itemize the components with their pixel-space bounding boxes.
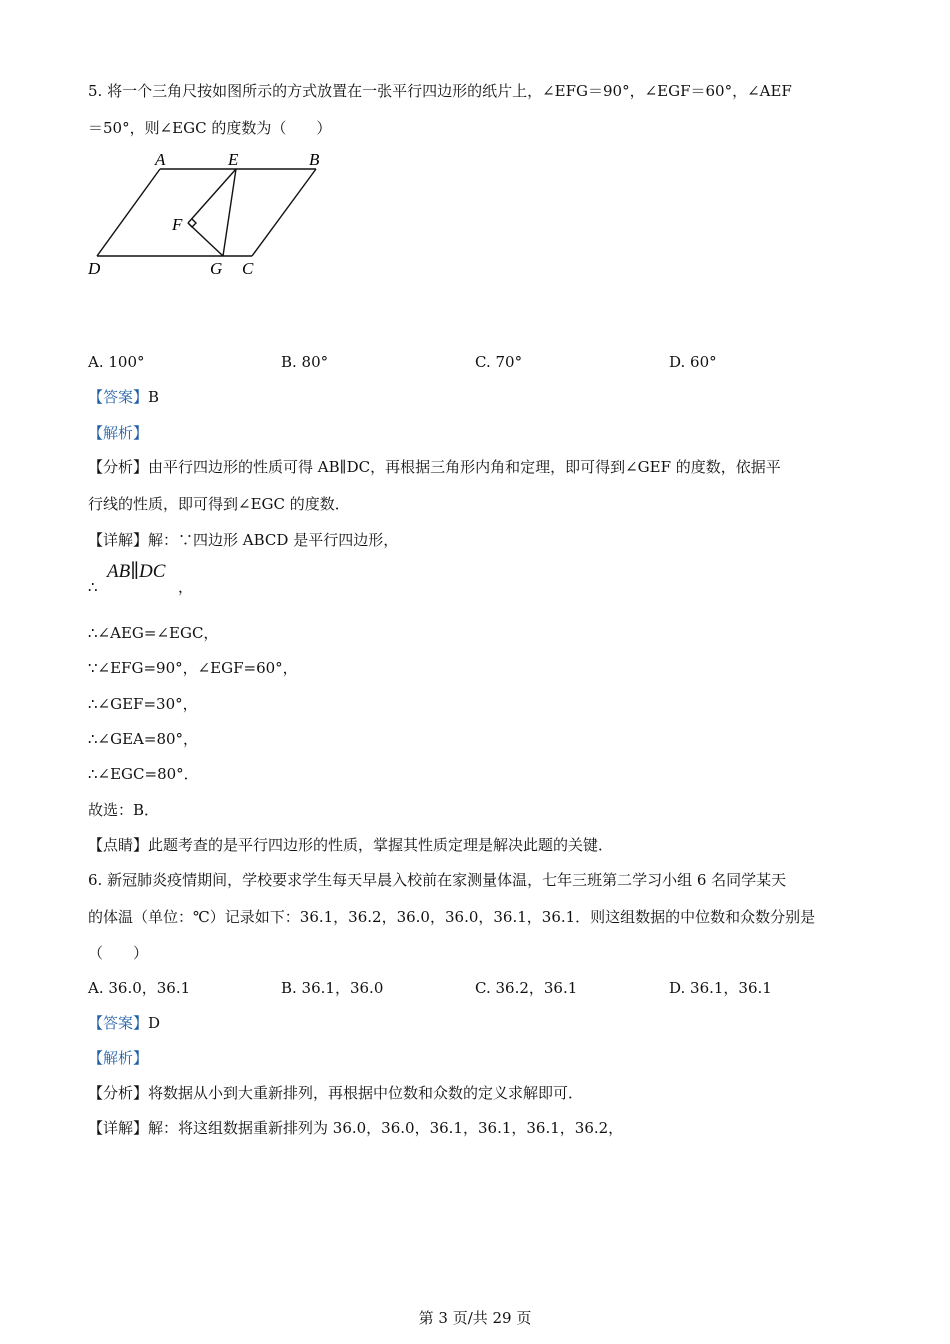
q5-choose: 故选：B． (88, 801, 160, 819)
q5-option-a: A. 100° (88, 353, 145, 371)
q6-answer (88, 1013, 160, 1033)
ab-parallel-dc: AB∥DC (107, 561, 166, 582)
q5-step-4: ∴∠GEA=80°， (88, 730, 199, 748)
xiangjie-text: 解：∵四边形 ABCD 是平行四边形， (148, 531, 399, 549)
label-f: F (172, 215, 183, 234)
q6-stem-line3: （ ） (88, 944, 149, 962)
answer-tag: 【答案】 (88, 1014, 149, 1032)
q5-step-5: ∴∠EGC=80°． (88, 765, 199, 783)
parallelogram-figure (80, 145, 340, 285)
therefore-symbol: ∴ (88, 578, 98, 596)
dianjing-tag: 【点睛】 (88, 836, 149, 854)
xiangjie-text: 解：将这组数据重新排列为 36.0，36.0，36.1，36.1，36.1，36.2， (148, 1119, 624, 1137)
fenxi-tag: 【分析】 (88, 458, 149, 476)
q5-step-2: ∵∠EFG=90°，∠EGF=60°， (88, 659, 298, 677)
answer-value: D (148, 1014, 161, 1032)
fenxi-tag: 【分析】 (88, 1084, 149, 1102)
q6-option-d: D. 36.1，36.1 (669, 979, 772, 997)
q6-stem-line2: 的体温（单位：℃）记录如下：36.1，36.2，36.0，36.0，36.1，36.1．则这组数据的中位数和众数分别是 (88, 908, 816, 926)
q5-option-d: D. 60° (669, 353, 717, 371)
q6-option-a: A. 36.0，36.1 (88, 979, 191, 997)
page-footer: 第 3 页/共 29 页 (418, 1309, 532, 1327)
q5-option-c: C. 70° (475, 353, 523, 371)
q6-analysis-tag: 【解析】 (88, 1049, 149, 1067)
label-d: D (88, 259, 101, 278)
q5-xiangjie-line1 (88, 530, 398, 550)
q5-dianjing (88, 835, 613, 855)
answer-tag: 【答案】 (88, 388, 149, 406)
q5-step-3: ∴∠GEF=30°， (88, 695, 198, 713)
q6-xiangjie (88, 1118, 623, 1138)
q5-stem-line2: ＝50°，则∠EGC 的度数为（ ） (88, 119, 332, 137)
label-c: C (242, 259, 254, 278)
label-e: E (228, 150, 239, 169)
xiangjie-tag: 【详解】 (88, 1119, 149, 1137)
q5-stem-line1: 5. 将一个三角尺按如图所示的方式放置在一张平行四边形的纸片上，∠EFG＝90°，∠EGF＝60°，∠AEF (88, 82, 792, 100)
q5-option-b: B. 80° (281, 353, 329, 371)
q5-step-1: ∴∠AEG=∠EGC， (88, 624, 219, 642)
q6-option-c: C. 36.2，36.1 (475, 979, 578, 997)
xiangjie-tag: 【详解】 (88, 531, 149, 549)
q6-fenxi (88, 1083, 583, 1103)
label-g: G (210, 259, 223, 278)
ab-comma: ， (178, 578, 194, 596)
answer-value: B (148, 388, 160, 406)
label-a: A (155, 150, 166, 169)
fenxi-text: 将数据从小到大重新排列，再根据中位数和众数的定义求解即可． (148, 1084, 584, 1102)
q6-stem-line1: 6. 新冠肺炎疫情期间，学校要求学生每天早晨入校前在家测量体温，七年三班第二学习小组 6 名同学某天 (88, 871, 787, 889)
label-b: B (309, 150, 320, 169)
q6-option-b: B. 36.1，36.0 (281, 979, 384, 997)
q5-fenxi-line2: 行线的性质，即可得到∠EGC 的度数． (88, 495, 350, 513)
dianjing-text: 此题考查的是平行四边形的性质，掌握其性质定理是解决此题的关键． (148, 836, 614, 854)
q5-answer (88, 387, 159, 407)
fenxi-text: 由平行四边形的性质可得 AB∥DC，再根据三角形内角和定理，即可得到∠GEF 的度数，依据平 (148, 458, 781, 476)
q5-fenxi-line1 (88, 457, 781, 477)
q5-analysis-tag: 【解析】 (88, 424, 149, 442)
